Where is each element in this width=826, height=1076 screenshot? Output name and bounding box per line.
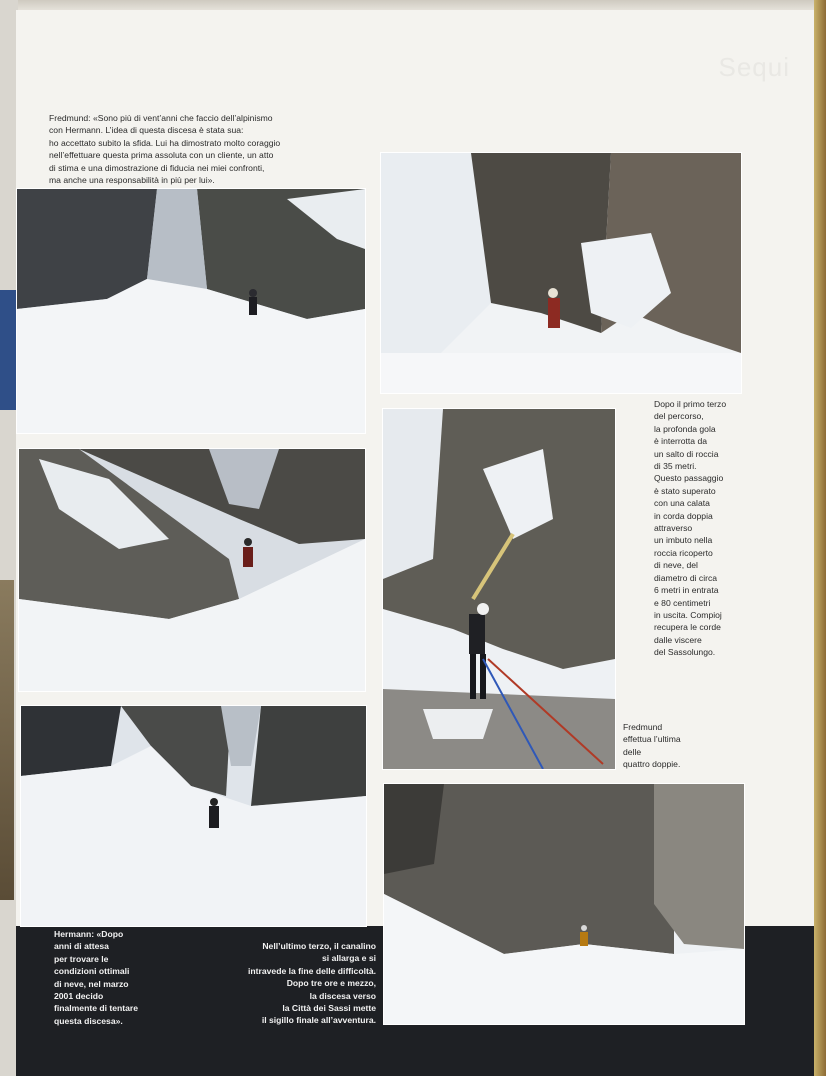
page-gilt-edge (814, 0, 826, 1076)
final-caption: Nell’ultimo terzo, il canalino si allarga e si intravede la fine delle difficoltà. Dopo tre ore e mezzo, la discesa verso la Città dei Sassi mette il sigillo finale all’avventura. (248, 941, 376, 1026)
faded-heading: Sequi (718, 52, 790, 82)
photo-exit-bottom-right (383, 783, 745, 1025)
hermann-caption: Hermann: «Dopo anni di attesa per trovare le condizioni ottimali di neve, nel marzo 2001 decido finalmente di tentare questa discesa». (54, 929, 139, 1026)
photo-skier-middle-left (18, 448, 366, 692)
photo-gorge-top-right (380, 152, 742, 394)
fredmund-caption: Fredmund effettua l’ultima delle quattro doppie. (623, 722, 681, 770)
rappel-caption: Dopo il primo terzo del percorso, la profonda gola è interrotta da un salto di roccia di 35 metri. Questo passaggio è stato superato con una calata in corda doppia attraverso un imbuto nella roccia ricoperto di neve, del diametro di circa 6 metri in entrata e 80 centimetri in uscita. Compioj recupera le corde dalle viscere del Sassolungo. (654, 399, 727, 658)
photo-rappel-middle (382, 408, 616, 770)
facing-page-blue-strip (0, 290, 16, 410)
photo-descent-bottom-left (20, 705, 367, 927)
facing-page-photo-strip (0, 580, 14, 900)
photo-couloir-top-left (16, 188, 366, 434)
intro-caption: Fredmund: «Sono più di vent’anni che faccio dell’alpinismo con Hermann. L’idea di questa discesa è stata sua: ho accettato subito la sfida. Lui ha dimostrato molto coraggio nell’effettuare questa prima assoluta con un cliente, un atto di stima e una dimostrazione di fiducia nei miei confronti, ma anche una responsabilità in più per lui». (49, 113, 281, 186)
